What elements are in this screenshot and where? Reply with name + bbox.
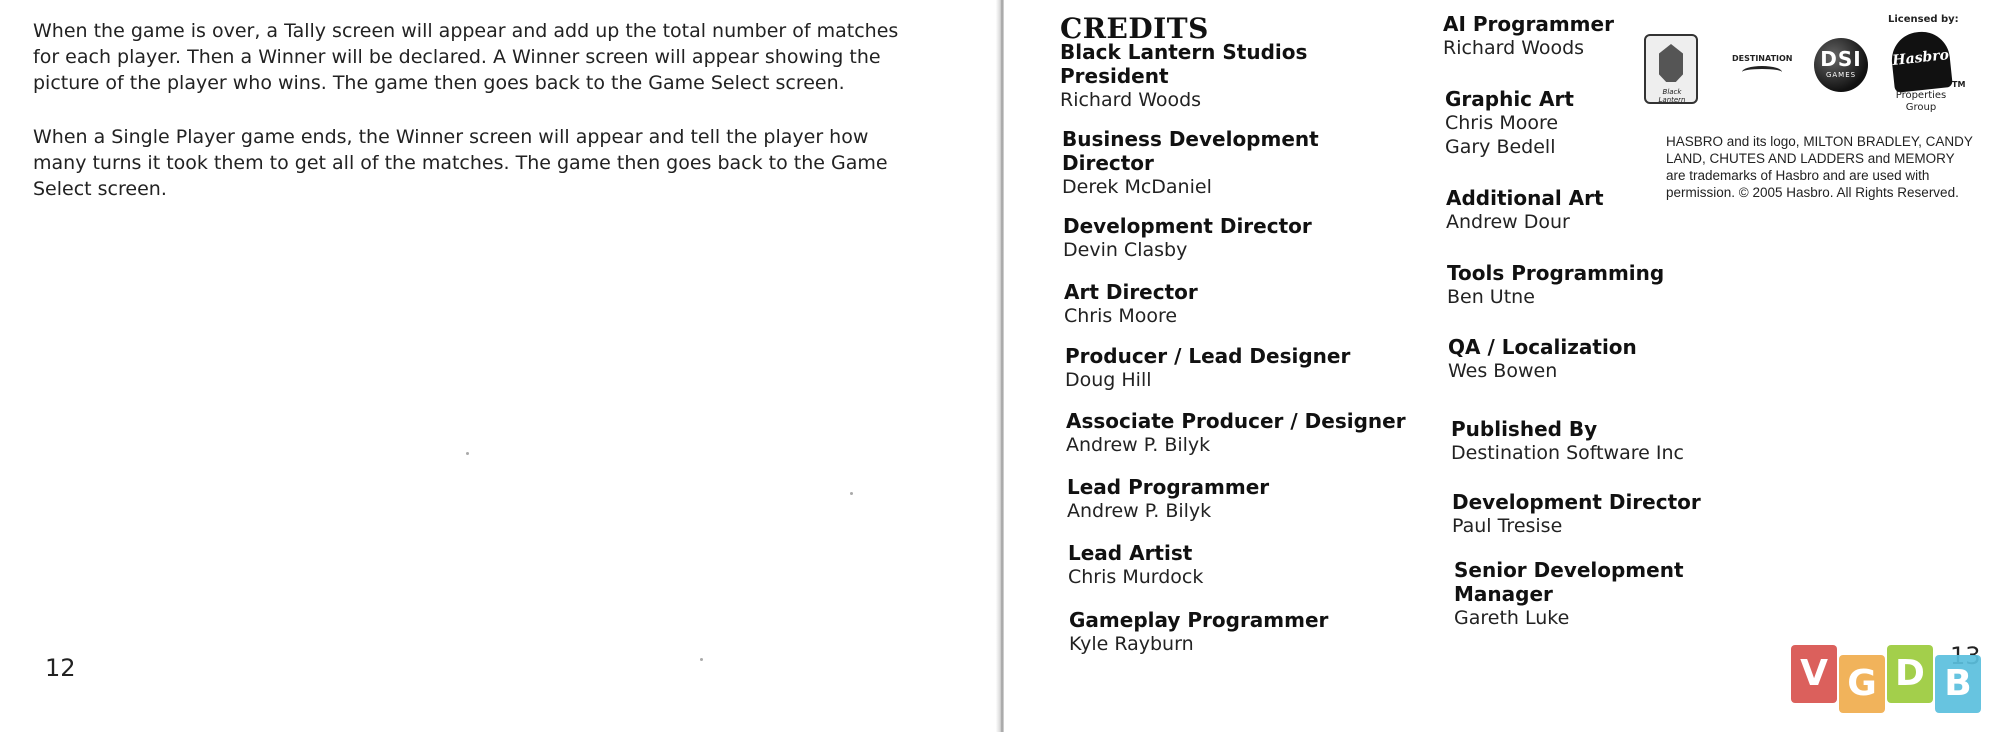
credit-entry: [1067, 475, 1269, 523]
credit-role: Senior Development Manager: [1454, 558, 1684, 606]
credit-role: Tools Programming: [1447, 261, 1665, 285]
destination-wordmark: DESTINATION: [1732, 54, 1793, 63]
credit-role: Art Director: [1064, 280, 1198, 304]
credit-name: Andrew Dour: [1446, 211, 1570, 233]
game-over-paragraph: When the game is over, a Tally screen will appear and add up the total number of matches for each player. Then a Winner will be declared. A Winner screen will appear showing the picture of the player who wins. The game then goes back to the Game Select screen.: [33, 20, 899, 94]
credit-entry: [1063, 214, 1312, 262]
credit-name: Devin Clasby: [1063, 239, 1188, 261]
page-number-left: 12: [45, 654, 76, 682]
watermark-letter: D: [1887, 645, 1933, 703]
credit-role: Lead Artist: [1068, 541, 1193, 565]
credit-name: Wes Bowen: [1448, 360, 1558, 382]
credit-name: Chris Moore: [1064, 305, 1178, 327]
dsi-wordmark: DSI: [1820, 47, 1862, 71]
credit-entry: [1451, 417, 1684, 465]
credit-entry: [1454, 558, 1684, 630]
credit-entry: [1064, 280, 1198, 328]
credit-role: Business Development Director: [1062, 127, 1319, 175]
credit-role: Black Lantern Studios President: [1060, 40, 1308, 88]
watermark-letter: V: [1791, 645, 1837, 703]
swoosh-icon: [1742, 66, 1782, 78]
credit-role: Development Director: [1452, 490, 1701, 514]
credit-role: Lead Programmer: [1067, 475, 1270, 499]
legal-notice: HASBRO and its logo, MILTON BRADLEY, CANDY LAND, CHUTES AND LADDERS and MEMORY are trademarks of Hasbro and are used with permission. © 2005 Hasbro. All Rights Reserved.: [1666, 134, 1973, 200]
watermark-letter: B: [1935, 655, 1981, 713]
credit-name: Richard Woods: [1443, 37, 1585, 59]
credit-entry: [1069, 608, 1328, 656]
paper-speck: [466, 452, 469, 455]
credit-name: Paul Tresise: [1452, 515, 1563, 537]
credit-role: Graphic Art: [1445, 87, 1574, 111]
credit-name: Doug Hill: [1065, 369, 1152, 391]
credit-name: Derek McDaniel: [1062, 176, 1212, 198]
credit-name: Kyle Rayburn: [1069, 633, 1194, 655]
paper-speck: [850, 492, 853, 495]
credit-name: Ben Utne: [1447, 286, 1535, 308]
credit-name: Richard Woods: [1060, 89, 1202, 111]
credit-name: Gareth Luke: [1454, 607, 1570, 629]
credits-heading: CREDITS: [1060, 12, 1209, 45]
credit-entry: [1447, 261, 1664, 309]
vgdb-watermark: [1791, 645, 1991, 709]
destination-software-logo: [1732, 54, 1792, 78]
black-lantern-caption: Black Lantern: [1658, 88, 1686, 104]
properties-group-label: Properties Group: [1895, 90, 1947, 113]
credit-entry: [1066, 409, 1406, 457]
credit-entry: [1062, 127, 1319, 199]
dsi-games-logo: [1814, 38, 1868, 92]
credit-entry: [1446, 186, 1604, 234]
watermark-letter: G: [1839, 655, 1885, 713]
credit-role: Published By: [1451, 417, 1598, 441]
credit-name: Destination Software Inc: [1451, 442, 1684, 464]
credit-role: Development Director: [1063, 214, 1312, 238]
credit-role: Additional Art: [1446, 186, 1604, 210]
trademark-mark: TM: [1952, 80, 1966, 89]
credit-entry: [1445, 87, 1574, 159]
credit-role: AI Programmer: [1443, 12, 1614, 36]
lantern-icon: [1659, 44, 1683, 82]
credit-name: Andrew P. Bilyk: [1066, 434, 1211, 456]
credit-role: Producer / Lead Designer: [1065, 344, 1351, 368]
paper-speck: [700, 658, 703, 661]
credit-role: QA / Localization: [1448, 335, 1637, 359]
credit-entry: [1452, 490, 1701, 538]
credit-entry: [1443, 12, 1614, 60]
credit-entry: [1068, 541, 1203, 589]
hasbro-logo: Hasbro: [1889, 29, 1953, 93]
credit-name: Andrew P. Bilyk: [1067, 500, 1212, 522]
dsi-games-label: GAMES: [1825, 71, 1857, 79]
credit-name: Chris Moore Gary Bedell: [1445, 112, 1559, 158]
black-lantern-logo: [1644, 34, 1698, 104]
credit-role: Gameplay Programmer: [1069, 608, 1329, 632]
credit-entry: [1060, 40, 1307, 112]
credit-entry: [1448, 335, 1637, 383]
credit-entry: [1065, 344, 1350, 392]
licensed-by-label: Licensed by:: [1888, 14, 1959, 25]
single-player-paragraph: When a Single Player game ends, the Winner screen will appear and tell the player how many turns it took them to get all of the matches. The game then goes back to the Game Select screen.: [33, 126, 888, 200]
credit-name: Chris Murdock: [1068, 566, 1204, 588]
credit-role: Associate Producer / Designer: [1066, 409, 1406, 433]
